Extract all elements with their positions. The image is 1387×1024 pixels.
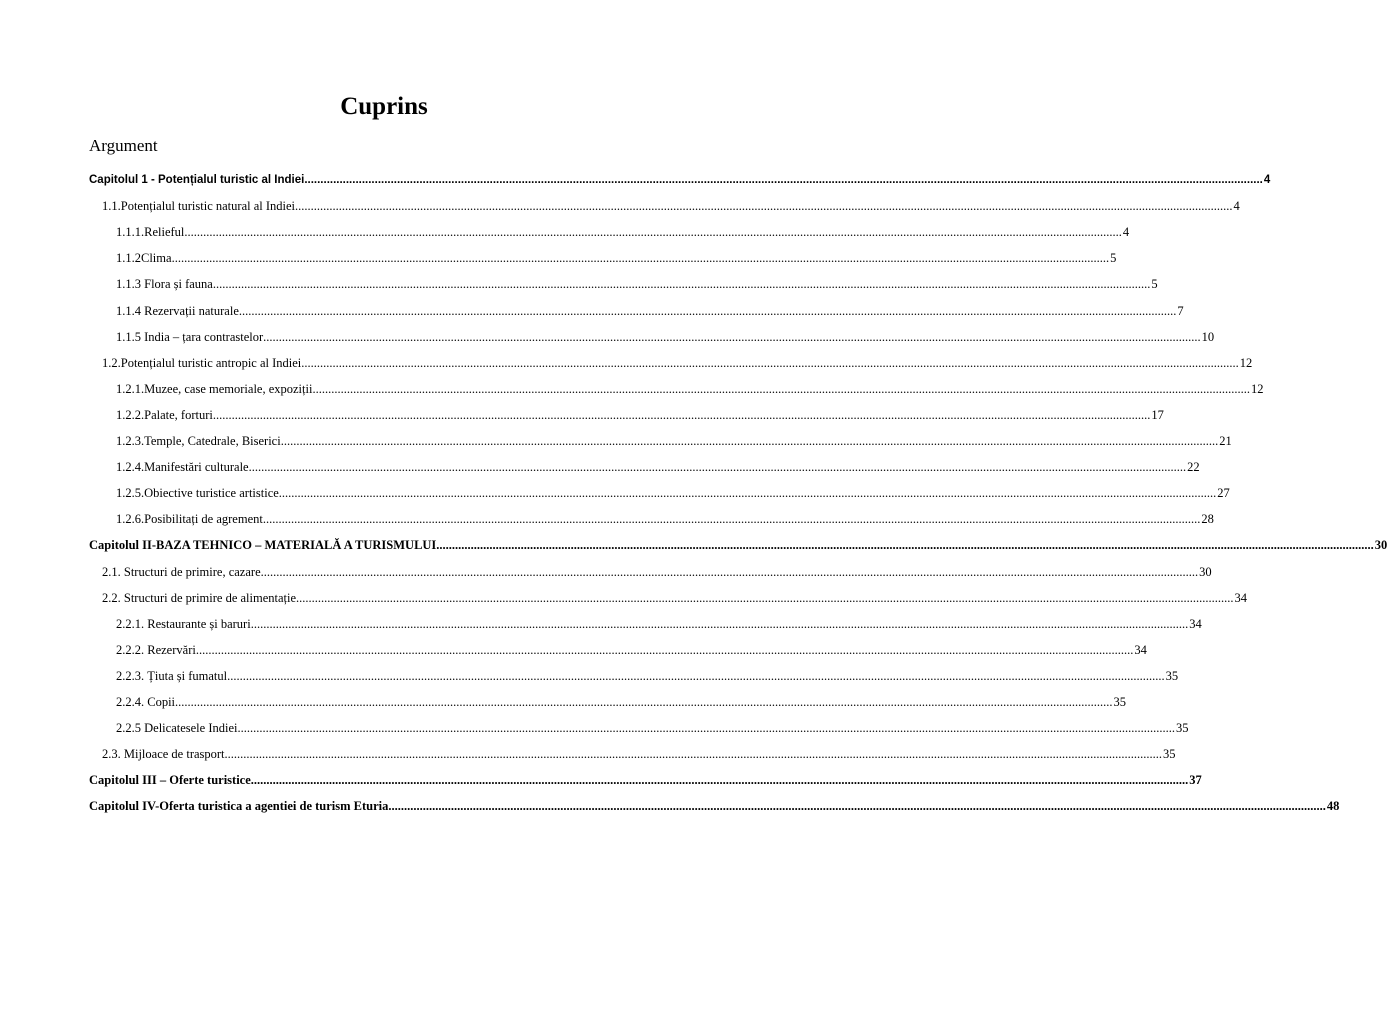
- toc-dot-leader: ............................................................................................................................................................................................................................................................................................................: [212, 277, 1151, 291]
- argument-heading: Argument: [89, 136, 158, 155]
- toc-dot-leader: ............................................................................................................................................................................................................................................................................................................: [212, 408, 1151, 422]
- toc-page-number: 30: [1199, 565, 1212, 579]
- toc-dot-leader: ............................................................................................................................................................................................................................................................................................................: [184, 225, 1122, 239]
- toc-entry-label: 1.1.4 Rezervații naturale: [116, 304, 239, 318]
- toc-dot-leader: ............................................................................................................................................................................................................................................................................................................: [195, 643, 1134, 657]
- toc-entry[interactable]: [89, 168, 1271, 192]
- toc-page-number: 5: [1110, 251, 1117, 265]
- toc-page-number: 7: [1177, 304, 1184, 318]
- toc-entry-label: Capitolul III – Oferte turistice: [89, 773, 251, 787]
- toc-entry[interactable]: [116, 403, 1164, 427]
- toc-entry-label: 1.2.2.Palate, forturi: [116, 408, 213, 422]
- toc-page-number: 5: [1151, 277, 1158, 291]
- toc-entry[interactable]: [116, 377, 1264, 401]
- toc-page-number: 12: [1250, 382, 1264, 396]
- toc-entry[interactable]: [89, 794, 1340, 818]
- toc-dot-leader: ............................................................................................................................................................................................................................................................................................................: [227, 669, 1165, 683]
- toc-entry-label: 2.2.1. Restaurante și baruri: [116, 617, 251, 631]
- toc-entry[interactable]: [116, 716, 1189, 740]
- toc-entry-label: 2.3. Mijloace de trasport: [102, 747, 225, 761]
- toc-entry-label: Capitolul II-BAZA TEHNICO – MATERIALĂ A TURISMULUI: [89, 538, 437, 552]
- toc-dot-leader: ............................................................................................................................................................................................................................................................................................................: [263, 330, 1201, 344]
- toc-entry[interactable]: [102, 194, 1240, 218]
- toc-entry-label: 2.2. Structuri de primire de alimentație: [102, 591, 297, 605]
- toc-entry[interactable]: [89, 768, 1202, 792]
- toc-page-number: 35: [1175, 721, 1189, 735]
- toc-page-number: 4: [1122, 225, 1130, 239]
- toc-page-number: 35: [1113, 695, 1127, 709]
- toc-entry-label: Capitolul 1 - Potențialul turistic al Indiei: [89, 174, 305, 186]
- toc-entry-label: 2.2.4. Copii: [116, 695, 176, 709]
- toc-page-number: 30: [1374, 538, 1387, 552]
- toc-entry-label: 1.2.1.Muzee, case memoriale, expoziții: [116, 382, 313, 396]
- toc-page-number: 12: [1239, 356, 1253, 370]
- toc-page-number: 35: [1163, 747, 1176, 761]
- toc-entry-label: 1.2.3.Temple, Catedrale, Biserici: [116, 434, 281, 448]
- toc-page-number: 28: [1201, 512, 1214, 526]
- toc-entry-label: 1.2.4.Manifestări culturale: [116, 460, 249, 474]
- toc-entry-label: 1.2.6.Posibilitați de agrement: [116, 512, 263, 526]
- toc-entry[interactable]: [116, 455, 1200, 479]
- toc-entry-label: 1.2.5.Obiective turistice artistice: [116, 486, 279, 500]
- toc-dot-leader: ............................................................................................................................................................................................................................................................................................................: [304, 174, 1263, 186]
- toc-page-number: 34: [1134, 643, 1147, 657]
- toc-page-number: 34: [1234, 591, 1248, 605]
- toc-entry-label: 1.1.Potențialul turistic natural al Indiei: [102, 199, 296, 213]
- toc-dot-leader: ............................................................................................................................................................................................................................................................................................................: [262, 512, 1201, 526]
- toc-entry[interactable]: [116, 429, 1232, 453]
- toc-entry[interactable]: [102, 351, 1253, 375]
- toc-entry[interactable]: [89, 533, 1387, 557]
- toc-entry-label: 2.2.2. Rezervări: [116, 643, 196, 657]
- toc-entry[interactable]: [116, 638, 1147, 662]
- toc-entry-label: 1.1.2Clima: [116, 251, 172, 265]
- toc-dot-leader: ............................................................................................................................................................................................................................................................................................................: [296, 591, 1234, 605]
- toc-entry[interactable]: [102, 742, 1176, 766]
- toc-entry-label: 1.1.1.Relieful: [116, 225, 185, 239]
- toc-page-number: 48: [1326, 799, 1340, 813]
- toc-dot-leader: ............................................................................................................................................................................................................................................................................................................: [238, 304, 1177, 318]
- toc-dot-leader: ............................................................................................................................................................................................................................................................................................................: [278, 486, 1217, 500]
- toc-dot-leader: ............................................................................................................................................................................................................................................................................................................: [224, 747, 1163, 761]
- toc-page-number: 17: [1151, 408, 1164, 422]
- toc-dot-leader: ............................................................................................................................................................................................................................................................................................................: [237, 721, 1175, 735]
- toc-entry-label: 1.1.3 Flora și fauna: [116, 277, 213, 291]
- toc-page-number: 34: [1189, 617, 1202, 631]
- toc-page-number: 27: [1217, 486, 1230, 500]
- toc-entry[interactable]: [116, 325, 1215, 349]
- toc-entry[interactable]: [116, 272, 1158, 296]
- toc-dot-leader: ............................................................................................................................................................................................................................................................................................................: [295, 199, 1233, 213]
- toc-entry[interactable]: [116, 220, 1130, 244]
- toc-dot-leader: ............................................................................................................................................................................................................................................................................................................: [436, 538, 1374, 552]
- toc-page-number: 4: [1233, 199, 1240, 213]
- toc-page-number: 22: [1187, 460, 1200, 474]
- toc-entry-label: 2.2.5 Delicatesele Indiei: [116, 721, 238, 735]
- toc-entry[interactable]: [116, 299, 1184, 323]
- toc-dot-leader: ............................................................................................................................................................................................................................................................................................................: [248, 460, 1187, 474]
- toc-entry-label: Capitolul IV-Oferta turistica a agentiei de turism Eturia: [89, 799, 389, 813]
- toc-entry[interactable]: [102, 560, 1212, 584]
- toc-dot-leader: ............................................................................................................................................................................................................................................................................................................: [250, 773, 1189, 787]
- toc-entry-label: 2.2.3. Țiuta și fumatul: [116, 669, 228, 683]
- toc-dot-leader: ............................................................................................................................................................................................................................................................................................................: [312, 382, 1250, 396]
- toc-dot-leader: ............................................................................................................................................................................................................................................................................................................: [250, 617, 1189, 631]
- toc-entry[interactable]: [116, 612, 1202, 636]
- toc-dot-leader: ............................................................................................................................................................................................................................................................................................................: [280, 434, 1219, 448]
- toc-entry[interactable]: [116, 507, 1214, 531]
- toc-dot-leader: ............................................................................................................................................................................................................................................................................................................: [301, 356, 1239, 370]
- toc-page-number: 35: [1165, 669, 1179, 683]
- toc-dot-leader: ............................................................................................................................................................................................................................................................................................................: [175, 695, 1113, 709]
- toc-entry[interactable]: [116, 246, 1117, 270]
- toc-entry[interactable]: [116, 664, 1179, 688]
- toc-dot-leader: ............................................................................................................................................................................................................................................................................................................: [260, 565, 1199, 579]
- page-title: Cuprins: [340, 93, 428, 120]
- toc-page-number: 4: [1263, 174, 1271, 186]
- toc-dot-leader: ............................................................................................................................................................................................................................................................................................................: [388, 799, 1326, 813]
- toc-entry[interactable]: [102, 586, 1248, 610]
- toc-entry[interactable]: [116, 690, 1127, 714]
- toc-page-number: 10: [1201, 330, 1215, 344]
- toc-entry-label: 1.1.5 India – țara contrastelor: [116, 330, 264, 344]
- toc-page-number: 21: [1219, 434, 1232, 448]
- toc-page-number: 37: [1189, 773, 1202, 787]
- toc-entry-label: 2.1. Structuri de primire, cazare: [102, 565, 261, 579]
- toc-dot-leader: ............................................................................................................................................................................................................................................................................................................: [171, 251, 1110, 265]
- toc-entry[interactable]: [116, 481, 1230, 505]
- toc-entry-label: 1.2.Potențialul turistic antropic al Indiei: [102, 356, 302, 370]
